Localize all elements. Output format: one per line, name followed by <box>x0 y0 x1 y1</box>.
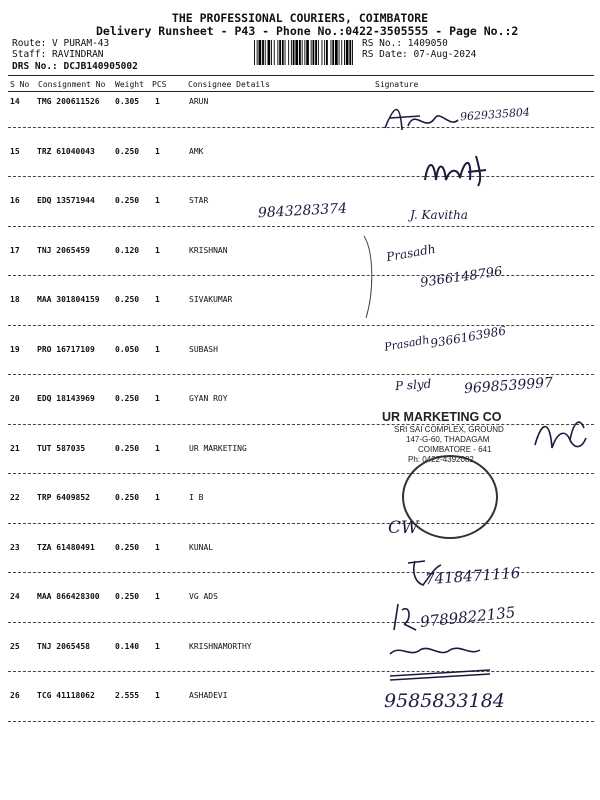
row-consignment-no: EDQ 18143969 <box>37 394 95 403</box>
row-pcs: 1 <box>155 344 160 354</box>
row-consignee: KRISHNAMORTHY <box>189 641 252 651</box>
rs-number: RS No.: 1409050 <box>362 38 448 49</box>
row-weight: 0.140 <box>115 641 140 651</box>
rs-date: RS Date: 07-Aug-2024 <box>362 49 477 60</box>
handwritten-phone-17: 9366148796 <box>419 264 504 291</box>
bracket-mark <box>360 232 380 322</box>
handwritten-phone-19: 9366163986 <box>429 323 507 351</box>
row-consignment-no: TCG 41118062 <box>37 691 95 700</box>
round-seal-stamp <box>402 455 498 539</box>
staff-label: Staff: RAVINDRAN <box>12 49 104 60</box>
signature-26 <box>386 640 496 688</box>
row-sno: 23 <box>10 542 20 552</box>
row-sno: 15 <box>10 146 20 156</box>
col-header-consignee: Consignee Details <box>188 80 270 89</box>
handwritten-phone-16: 9843283374 <box>257 200 348 222</box>
handwritten-initials-23: CW <box>388 518 419 538</box>
row-consignee: KRISHNAN <box>189 245 228 255</box>
row-consignee: ASHADEVI <box>189 691 228 700</box>
row-consignment-no: EDQ 13571944 <box>37 196 95 205</box>
row-pcs: 1 <box>155 146 160 156</box>
row-sno: 24 <box>10 592 20 601</box>
stamp-line-3: 147-G-60, THADAGAM <box>406 435 490 444</box>
row-separator <box>8 721 594 722</box>
row-consignee: AMK <box>189 146 204 156</box>
row-pcs: 1 <box>155 641 160 651</box>
row-consignment-no: TUT 587035 <box>37 443 86 453</box>
row-consignment-no: TRP 6409852 <box>37 493 90 502</box>
row-weight: 0.305 <box>115 97 140 106</box>
row-consignee: STAR <box>189 196 209 205</box>
route-label: Route: V PURAM-43 <box>12 38 110 49</box>
signature-14 <box>380 98 480 138</box>
row-sno: 21 <box>10 443 20 453</box>
row-weight: 0.250 <box>115 542 140 552</box>
row-consignment-no: MAA 866428300 <box>37 592 100 601</box>
drs-number: DRS No.: DCJB140905002 <box>12 61 138 72</box>
handwritten-phone-14: 9629335804 <box>459 105 531 124</box>
row-separator <box>8 325 594 326</box>
row-separator <box>8 176 594 177</box>
handwritten-name-16: J. Kavitha <box>410 208 468 222</box>
row-pcs: 1 <box>155 542 160 552</box>
handwritten-name-20: P slyd <box>394 376 432 394</box>
stamp-line-4: COIMBATORE - 641 <box>418 445 492 454</box>
row-sno: 26 <box>10 691 20 700</box>
signature-24 <box>405 555 445 590</box>
row-consignment-no: TNJ 2065459 <box>37 245 90 255</box>
col-header-signature: Signature <box>375 80 419 89</box>
row-sno: 19 <box>10 344 20 354</box>
stamp-name: UR MARKETING CO <box>382 410 502 424</box>
signature-15 <box>420 150 500 190</box>
row-weight: 0.250 <box>115 295 140 304</box>
row-weight: 0.250 <box>115 493 140 502</box>
company-title: THE PROFESSIONAL COURIERS, COIMBATORE <box>171 11 429 25</box>
row-separator <box>8 671 594 672</box>
stamp-line-5: Ph: 0422-4392082 <box>408 455 474 464</box>
row-sno: 25 <box>10 641 20 651</box>
row-weight: 2.555 <box>115 691 140 700</box>
row-pcs: 1 <box>155 196 160 205</box>
row-sno: 18 <box>10 295 20 304</box>
row-consignment-no: MAA 301804159 <box>37 295 100 304</box>
col-header-weight: Weight <box>115 80 144 89</box>
barcode-image <box>254 40 354 65</box>
row-separator <box>8 127 594 128</box>
handwritten-name-19: Prasadh <box>383 333 431 354</box>
row-separator <box>8 226 594 227</box>
row-consignee: SIVAKUMAR <box>189 295 233 304</box>
row-weight: 0.050 <box>115 344 140 354</box>
row-separator <box>8 275 594 276</box>
stamp-line-2: SRI SAI COMPLEX, GROUND <box>394 425 504 434</box>
row-consignee: SUBASH <box>189 344 218 354</box>
handwritten-phone-26: 9585833184 <box>384 690 505 712</box>
row-pcs: 1 <box>155 592 160 601</box>
signature-25 <box>390 600 430 635</box>
row-pcs: 1 <box>155 394 160 403</box>
row-consignment-no: TMG 200611526 <box>37 97 100 106</box>
row-pcs: 1 <box>155 691 160 700</box>
row-pcs: 1 <box>155 493 160 502</box>
row-separator <box>8 473 594 474</box>
company-stamp <box>382 410 582 470</box>
row-consignment-no: PRO 16717109 <box>37 344 95 354</box>
runsheet-subtitle: Delivery Runsheet - P43 - Phone No.:0422-3505555 - Page No.:2 <box>96 24 519 38</box>
row-consignment-no: TNJ 2065458 <box>37 641 90 651</box>
col-header-sno: S No <box>10 80 30 89</box>
row-weight: 0.250 <box>115 592 140 601</box>
row-weight: 0.250 <box>115 394 140 403</box>
row-separator <box>8 523 594 524</box>
row-sno: 22 <box>10 493 20 502</box>
row-sno: 16 <box>10 196 20 205</box>
row-weight: 0.250 <box>115 146 140 156</box>
handwritten-phone-20: 9698539997 <box>463 374 554 398</box>
row-pcs: 1 <box>155 97 160 106</box>
handwritten-phone-25: 9789822135 <box>419 603 517 631</box>
row-weight: 0.250 <box>115 196 140 205</box>
row-pcs: 1 <box>155 245 160 255</box>
col-header-pcs: PCS <box>152 80 167 89</box>
row-sno: 17 <box>10 245 20 255</box>
header-top-rule <box>8 75 594 76</box>
row-consignment-no: TZA 61480491 <box>37 542 95 552</box>
row-consignee: VG ADS <box>189 592 218 601</box>
row-weight: 0.120 <box>115 245 140 255</box>
col-header-consignment: Consignment No <box>38 80 106 89</box>
row-sno: 14 <box>10 97 20 106</box>
row-consignee: KUNAL <box>189 542 214 552</box>
row-consignee: ARUN <box>189 97 209 106</box>
row-consignee: I B <box>189 493 204 502</box>
row-consignment-no: TRZ 61040043 <box>37 146 95 156</box>
row-pcs: 1 <box>155 443 160 453</box>
row-consignee: UR MARKETING <box>189 443 247 453</box>
header-bottom-rule <box>8 91 594 92</box>
row-pcs: 1 <box>155 295 160 304</box>
row-separator <box>8 374 594 375</box>
row-sno: 20 <box>10 394 20 403</box>
handwritten-phone-24: 7418471116 <box>424 563 521 589</box>
row-consignee: GYAN ROY <box>189 394 228 403</box>
handwritten-name-17: Prasadh <box>385 241 437 265</box>
row-weight: 0.250 <box>115 443 140 453</box>
